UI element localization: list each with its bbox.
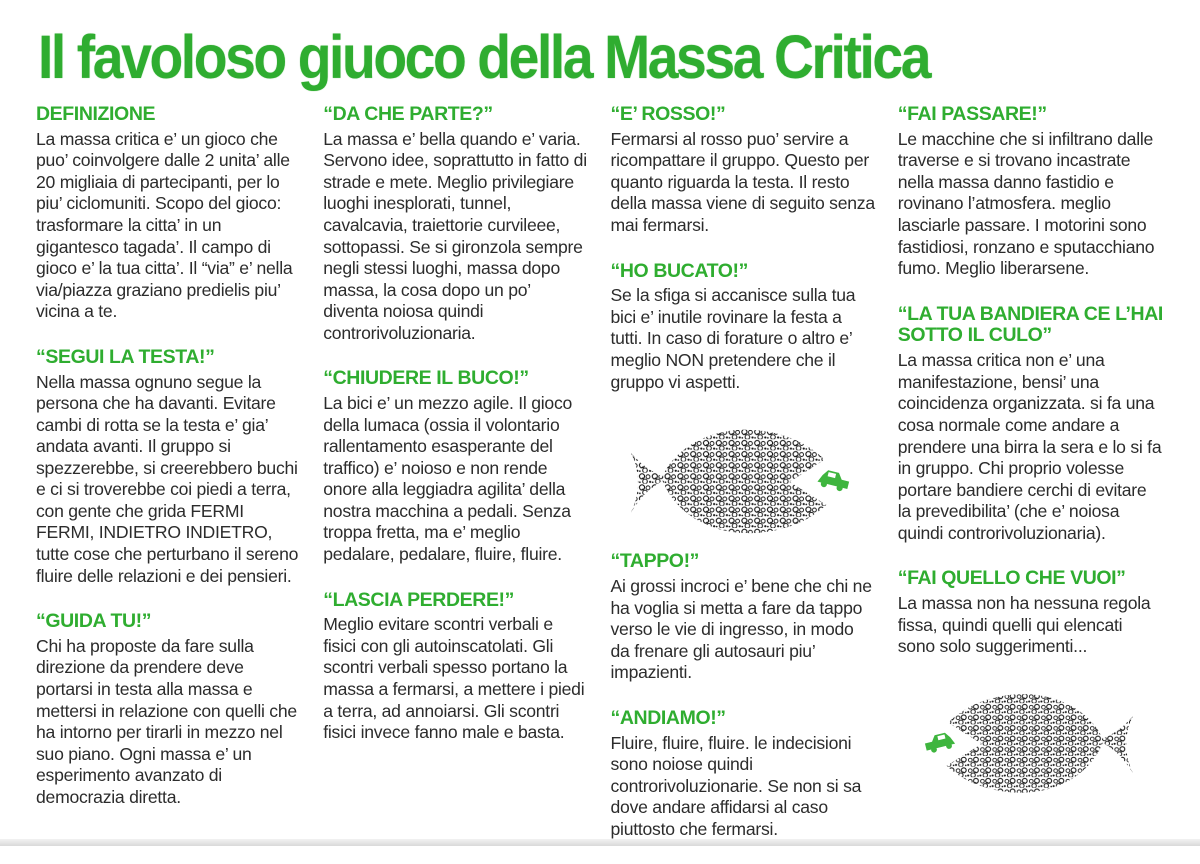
section-guida-tu xyxy=(36,611,302,808)
section-la-tua-bandiera xyxy=(898,304,1164,545)
section-heading: “ANDIAMO!” xyxy=(610,706,726,729)
page-bottom-edge xyxy=(0,839,1200,846)
section-heading: “LASCIA PERDERE!” xyxy=(323,588,514,611)
column-3 xyxy=(611,104,877,864)
section-body: La massa non ha nessuna regola fissa, quindi quelli qui elencati sono solo suggerimenti... xyxy=(897,593,1151,657)
section-heading: “E’ ROSSO!” xyxy=(610,103,726,125)
section-body: La massa critica non e’ una manifestazione, bensi’ una coincidenza organizzata. si fa una cosa normale come andare a prendere una birra la sera e lo si fa in gruppo. Chi proprio volesse portare bandiere cerchi di evitare la prevedibilita’ (che e’ noiosa quindi controrivoluzionaria). xyxy=(897,350,1162,543)
section-tappo xyxy=(611,551,877,684)
bike-fish-eating-car-right-illustration xyxy=(617,417,865,545)
section-segui-la-testa xyxy=(36,347,302,587)
column-4 xyxy=(898,104,1164,804)
section-body: La massa e’ bella quando e’ varia. Servono idee, soprattutto in fatto di strade e mete. Meglio privilegiare luoghi inesplorati, tunnel, cavalcavia, traiettorie curvileee, sottopassi. Se si gironzola sempre negli stessi luoghi, massa dopo massa, la cosa dopo un po’ diventa noiosa quindi controrivoluzionaria. xyxy=(323,128,587,343)
section-chiudere-il-buco xyxy=(323,368,589,565)
section-heading: “FAI QUELLO CHE VUOI” xyxy=(897,567,1126,590)
column-2 xyxy=(323,104,589,768)
section-heading: “GUIDA TU!” xyxy=(36,610,152,633)
section-body: Ai grossi incroci e’ bene che chi ne ha voglia si metta a fare da tappo verso le vie di ingresso, in modo da frenare gli autosauri piu’ impazienti. xyxy=(610,575,872,683)
section-body: Nella massa ognuno segue la persona che ha davanti. Evitare cambi di rotta se la testa e’ gia’ andata avanti. Il gruppo si spezzerebbe, si creerebbero buchi e ci si troverebbe coi piedi a terra, con gente che grida FERMI FERMI, INDIETRO INDIETRO, tutte cose che perturbano il sereno fluire delle relazioni e dei pensieri. xyxy=(36,371,299,586)
bike-fish-eating-car-left-illustration xyxy=(908,682,1148,804)
section-body: Chi ha proposte da fare sulla direzione da prendere deve portarsi in testa alla massa e mettersi in relazione con quelli che ha intorno per tirarli in mezzo nel suo piano. Ogni massa e’ un esperimento avanzato di democrazia diretta. xyxy=(36,635,297,807)
section-ho-bucato xyxy=(611,261,877,394)
section-body: Meglio evitare scontri verbali e fisici con gli autoinscatolati. Gli scontri verbali spesso portano la massa a fermarsi, a mettere i piedi a terra, ad annoiarsi. Gli scontri fisici invece fanno male e basta. xyxy=(323,614,585,743)
section-definizione xyxy=(36,104,302,323)
section-body: Le macchine che si infiltrano dalle traverse e si trovano incastrate nella massa danno fastidio e rovinano l’atmosfera. meglio lasciarle passare. I motorini sono fastidiosi, ronzano e sputacchiano fumo. Meglio liberarsene. xyxy=(897,128,1155,279)
section-body: Fluire, fluire, fluire. le indecisioni sono noiose quindi controrivoluzionarie. Se non si sa dove andare affidarsi al caso piuttosto che fermarsi. xyxy=(610,732,862,839)
section-da-che-parte xyxy=(323,104,589,344)
section-heading: “HO BUCATO!” xyxy=(610,259,748,282)
section-lascia-perdere xyxy=(323,590,589,744)
section-heading: DEFINIZIONE xyxy=(36,103,156,125)
section-andiamo xyxy=(611,708,877,841)
section-fai-passare xyxy=(898,104,1164,280)
section-heading: “DA CHE PARTE?” xyxy=(323,103,493,125)
section-fai-quello-che-vuoi xyxy=(898,568,1164,657)
section-body: Se la sfiga si accanisce sulla tua bici e’ inutile rovinare la festa a tutti. In caso di forature o altro e’ meglio NON pretendere che il gruppo vi aspetti. xyxy=(610,285,856,392)
section-heading: “SEGUI LA TESTA!” xyxy=(36,345,215,368)
section-body: Fermarsi al rosso puo’ servire a ricompattare il gruppo. Questo per quanto riguarda la testa. Il resto della massa viene di seguito senza mai fermarsi. xyxy=(610,128,875,236)
section-e-rosso xyxy=(611,104,877,237)
section-body: La bici e’ un mezzo agile. Il gioco della lumaca (ossia il volontario rallentamento esasperante del traffico) e’ noioso e non rende onore alla leggiadra agilita’ della nostra macchina a pedali. Senza troppa fretta, ma e’ meglio pedalare, pedalare, fluire, fluire. xyxy=(323,393,573,564)
section-heading: “TAPPO!” xyxy=(610,550,700,573)
section-heading: “CHIUDERE IL BUCO!” xyxy=(323,367,529,390)
section-heading: “LA TUA BANDIERA CE L’HAI SOTTO IL CULO” xyxy=(897,302,1163,347)
columns-container xyxy=(36,104,1164,864)
column-1 xyxy=(36,104,302,832)
section-heading: “FAI PASSARE!” xyxy=(897,103,1047,125)
section-body: La massa critica e’ un gioco che puo’ coinvolgere dalle 2 unita’ alle 20 migliaia di partecipanti, per lo piu’ ciclomuniti. Scopo del gioco: trasformare la citta’ in un gigantesco tagada’. Il campo di gioco e’ la tua citta’. Il “via” e’ nella via/piazza graziano predielis piu’ vicina a te. xyxy=(36,128,293,322)
page-title: Il favoloso giuoco della Massa Critica xyxy=(38,23,930,93)
